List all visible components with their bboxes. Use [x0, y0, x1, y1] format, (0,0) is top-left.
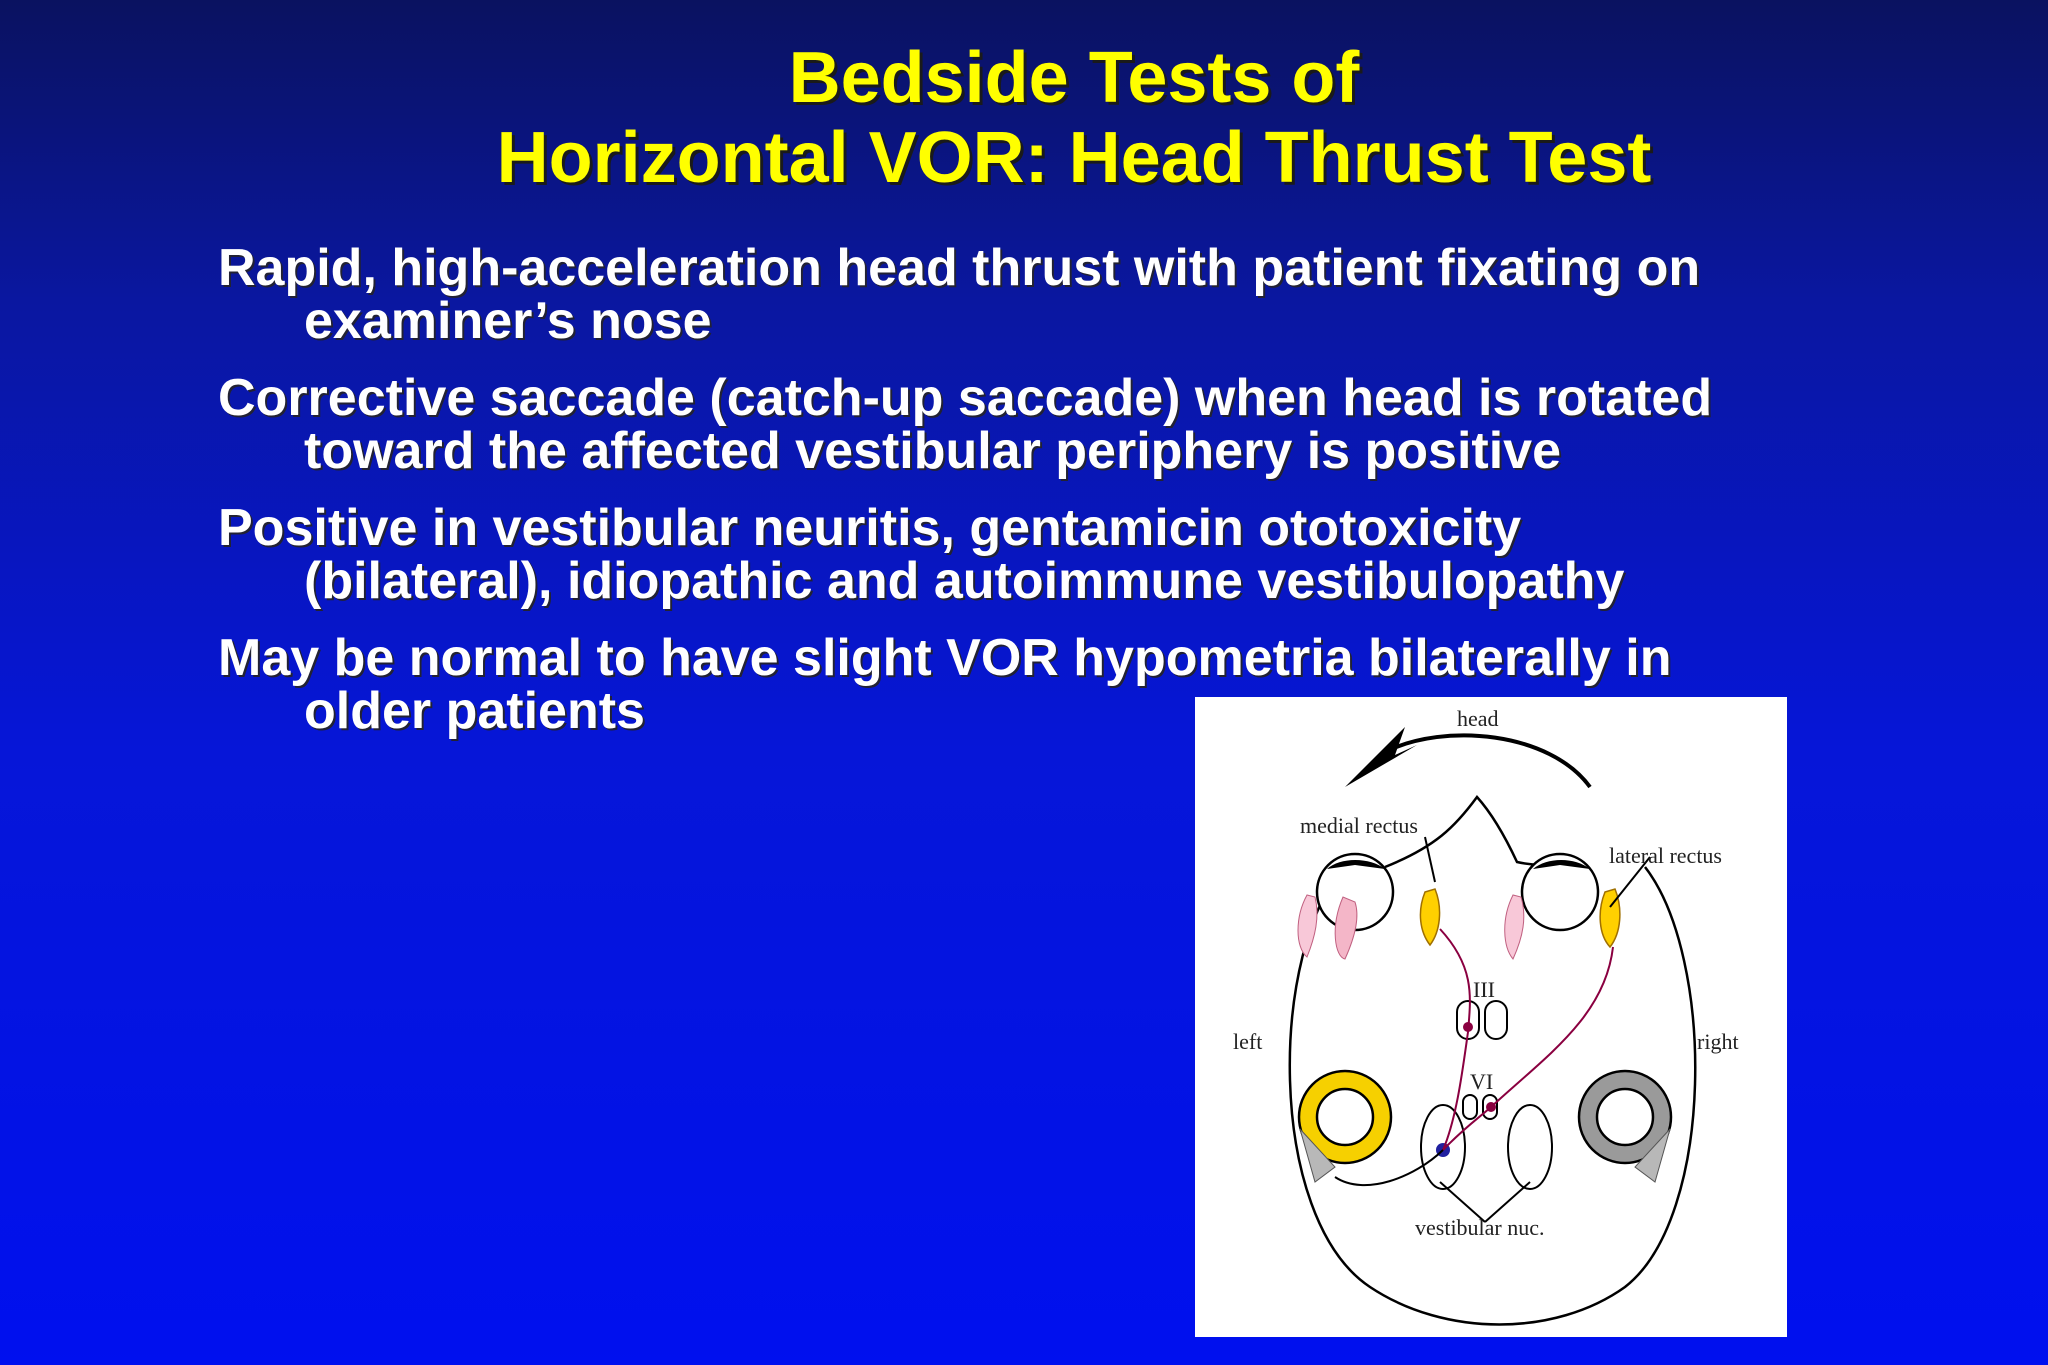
cn3-label: III [1473, 977, 1495, 1002]
vestibular-nuc-label: vestibular nuc. [1415, 1215, 1545, 1240]
semicircular-canal-icon [1299, 1071, 1391, 1182]
bullet-item [218, 369, 1898, 480]
vor-diagram-svg [1195, 697, 1787, 1337]
bullet-continuation: toward the affected vestibular periphery is positive [304, 422, 1562, 480]
title-line-2: Horizontal VOR: Head Thrust Test [496, 118, 1652, 198]
right-label: right [1697, 1029, 1739, 1054]
curved-arrow-icon [1345, 727, 1590, 787]
cn6-label: VI [1470, 1069, 1494, 1094]
eye-icon [1298, 854, 1440, 959]
bullet-text: Positive in vestibular neuritis, gentamicin ototoxicity [218, 499, 1522, 557]
lateral-rectus-label: lateral rectus [1609, 843, 1722, 868]
bullet-continuation: older patients [304, 682, 645, 740]
head-label: head [1457, 706, 1499, 731]
bullet-continuation: examiner’s nose [304, 292, 712, 350]
vor-diagram [1195, 697, 1787, 1337]
bullet-continuation: (bilateral), idiopathic and autoimmune vestibulopathy [304, 552, 1625, 610]
left-label: left [1233, 1029, 1263, 1054]
bullet-list [218, 239, 1898, 762]
bullet-item [218, 499, 1898, 610]
bullet-text: May be normal to have slight VOR hypometria bilaterally in [218, 629, 1672, 687]
semicircular-canal-icon [1579, 1071, 1671, 1182]
title-line-1: Bedside Tests of [788, 38, 1360, 118]
bullet-text: Rapid, high-acceleration head thrust with patient fixating on [218, 239, 1701, 297]
slide-title [0, 38, 2048, 198]
eye-icon [1505, 854, 1620, 959]
bullet-item [218, 239, 1898, 350]
medial-rectus-label: medial rectus [1300, 813, 1418, 838]
bullet-text: Corrective saccade (catch-up saccade) when head is rotated [218, 369, 1713, 427]
